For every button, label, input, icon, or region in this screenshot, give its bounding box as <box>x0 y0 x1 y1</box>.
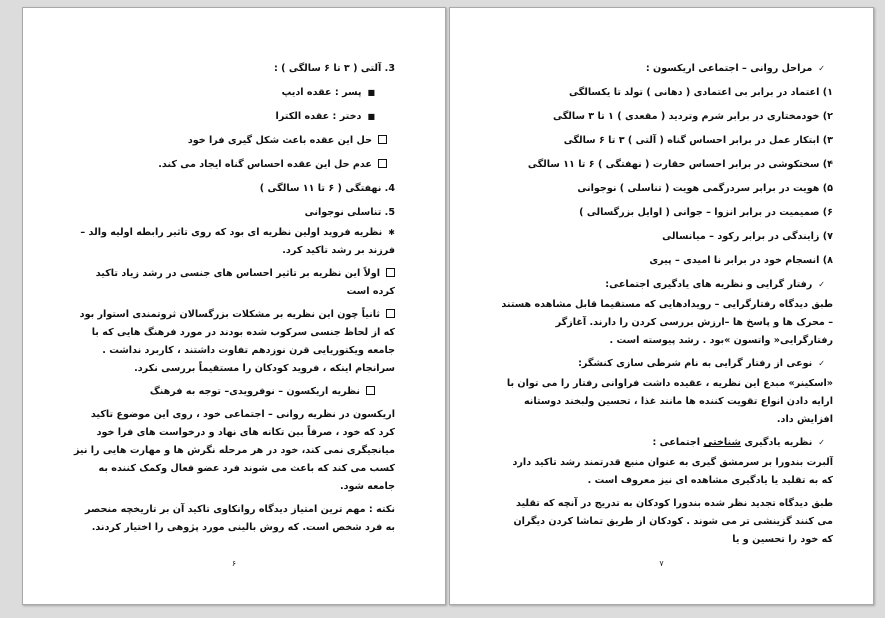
asterisk-bullet-icon: ✱ <box>388 228 395 237</box>
document-page-left <box>22 7 446 605</box>
section-heading: ✓نظریه یادگیری شناختی اجتماعی : <box>500 434 833 452</box>
list-item: ۲) خودمختاری در برابر شرم وتردید ( مقعدی ) ۱ تا ۳ سالگی <box>553 111 833 122</box>
page-content <box>73 60 395 542</box>
paragraph: «اسکینر» مبدع این نظریه ، عقیده داشت فراوانی رفتار را می توان با ارایه دادن انواع تقویت کننده ها مانند غذا ، تحسین ولبخند دوستانه افزایش داد. <box>506 378 833 425</box>
list-item: ■دختر : عقده الکترا <box>73 108 395 126</box>
square-bullet-icon: ■ <box>367 88 375 97</box>
paragraph: اولاً این نظریه بر تاثیر احساس های جنسی در رشد زیاد تاکید کرده است <box>95 268 395 297</box>
paragraph: ✱نظریه فروید اولین نظریه ای بود که روی تاثیر رابطه اولیه والد – فرزند بر رشد تاکید کرد. <box>73 224 395 260</box>
checkbox-bullet-icon <box>366 386 375 395</box>
stage-heading-genital: 5. تناسلی نوجوانی <box>304 207 395 218</box>
list-item: ۵) هویت در برابر سردرگمی هویت ( تناسلی ) نوجوانی <box>577 183 833 194</box>
checkbox-bullet-icon <box>386 268 395 277</box>
list-item: ۴) سختکوشی در برابر احساس حقارت ( نهفتگی ) ۶ تا ۱۱ سالگی <box>527 159 833 170</box>
list-item: ۸) انسجام خود در برابر نا امیدی – پیری <box>649 255 833 266</box>
checkbox-bullet-icon <box>386 309 395 318</box>
paragraph: ثانیاً چون این نظریه بر مشکلات بزرگسالان ثروتمندی استوار بود که از لحاظ جنسی سرکوب شده بودند در مورد فرهنگ هایی که با جامعه ویکتوریایی قرن نوزدهم تفاوت داشتند ، کاربرد نداشت . سرانجام اینکه ، فروید کودکان را مستقیماً بررسی نکرد. <box>79 309 395 374</box>
paragraph: آلبرت بندورا بر سرمشق گیری به عنوان منبع قدرتمند رشد تاکید دارد که به تقلید یا یادگیری مشاهده ای نیز معروف است . <box>512 457 833 486</box>
section-heading: ✓رفتار گرایی و نظریه های یادگیری اجتماعی: <box>500 276 833 294</box>
check-bullet-icon: ✓ <box>818 359 825 368</box>
check-bullet-icon: ✓ <box>818 438 825 447</box>
page-number: ۶ <box>231 559 237 568</box>
section-heading: ✓نوعی از رفتار گرایی به نام شرطی سازی کنشگر: <box>500 355 833 373</box>
checkbox-bullet-icon <box>378 159 387 168</box>
page-number: ۷ <box>659 559 664 568</box>
list-item: ۱) اعتماد در برابر بی اعتمادی ( دهانی ) تولد تا یکسالگی <box>568 87 833 98</box>
stage-heading-phallic: 3. آلتی ( ۳ تا ۶ سالگی ) : <box>273 63 395 74</box>
paragraph: طبق دیدگاه رفتارگرایی – رویدادهایی که مستقیما قابل مشاهده هستند – محرک ها و پاسخ ها –ارزش بررسی کردن را دارند. آغازگر رفتارگرایی« واتسون »بود . رشد پیوسته است . <box>501 299 833 346</box>
list-item: ■پسر : عقده ادیپ <box>73 84 395 102</box>
document-page-right <box>449 7 874 605</box>
section-heading: ✓مراحل روانی – اجتماعی اریکسون : <box>500 60 833 78</box>
check-bullet-icon: ✓ <box>818 64 825 73</box>
stage-heading-latency: 4. نهفتگی ( ۶ تا ۱۱ سالگی ) <box>259 183 395 194</box>
paragraph: نظریه اریکسون – نوفرویدی– توجه به فرهنگ <box>73 383 395 401</box>
note-paragraph: نکته : مهم ترین امتیاز دیدگاه روانکاوی تاکید آن بر تاریخچه منحصر به فرد شخص است. که روش بالینی مورد پژوهی را اختیار کردند. <box>85 504 395 533</box>
list-item: ۳) ابتکار عمل در برابر احساس گناه ( آلتی ) ۳ تا ۶ سالگی <box>563 135 833 146</box>
square-bullet-icon: ■ <box>367 112 375 121</box>
list-item: حل این عقده باعث شکل گیری فرا خود <box>73 132 395 150</box>
checkbox-bullet-icon <box>378 135 387 144</box>
paragraph: طبق دیدگاه تجدید نظر شده بندورا کودکان به تدریج در آنچه که تقلید می کنند گزینشی تر می شوند . کودکان از طریق تماشا کردن دیگران که خود را تحسین و یا <box>513 498 833 545</box>
list-item: ۶) صمیمیت در برابر انزوا – جوانی ( اوایل بزرگسالی ) <box>579 207 833 218</box>
list-item: عدم حل این عقده احساس گناه ایجاد می کند. <box>73 156 395 174</box>
check-bullet-icon: ✓ <box>818 280 825 289</box>
paragraph: اریکسون در نظریه روانی – اجتماعی خود ، روی این موضوع تاکید کرد که خود ، صرفاً بین تکانه های نهاد و درخواست های فرا خود میانجیگری نمی کند، خود در هر مرحله نگرش ها و مهارت هایی را نیز کسب می کند که باعث می شوند فرد عضو فعال وکمک کننده به جامعه شود. <box>73 409 395 492</box>
page-content <box>500 60 833 554</box>
list-item: ۷) زایندگی در برابر رکود – میانسالی <box>662 231 833 242</box>
